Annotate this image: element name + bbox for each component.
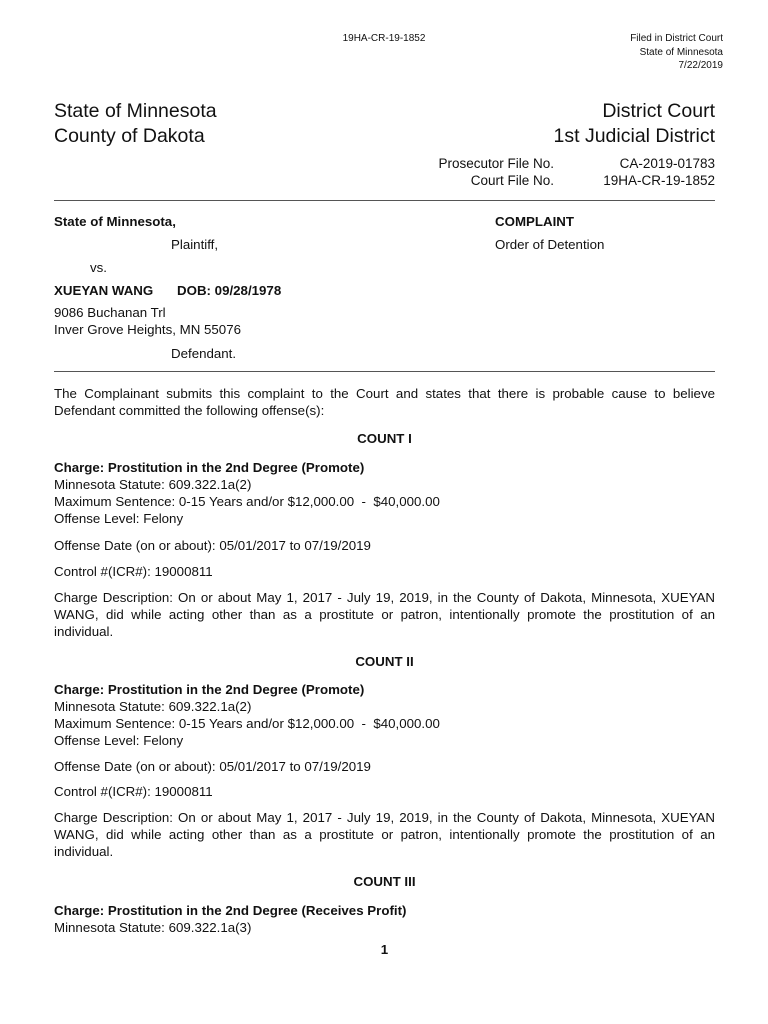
count-3-title: COUNT III xyxy=(353,874,416,889)
count-1-description: Charge Description: On or about May 1, 2017 - July 19, 2019, in the County of Dakota, Minnesota, XUEYAN WANG, did while acting other than as a prostitute or patron, intentionally promote the prostitution of an individual. xyxy=(54,590,715,639)
court-heading-row2 xyxy=(54,124,715,149)
page-number: 1 xyxy=(380,942,389,957)
state-name: State of Minnesota xyxy=(54,100,217,122)
prosecutor-file-number: CA-2019-01783 xyxy=(619,156,715,171)
filed-date: 7/22/2019 xyxy=(678,60,723,71)
document-type: COMPLAINT xyxy=(495,214,575,229)
court-file-label: Court File No. xyxy=(470,173,554,188)
plaintiff-name: State of Minnesota, xyxy=(54,214,176,229)
count-1-offense-level: Offense Level: Felony xyxy=(54,511,184,526)
defendant-dob: DOB: 09/28/1978 xyxy=(177,283,282,298)
court-name: District Court xyxy=(602,100,715,122)
count-1-control: Control #(ICR#): 19000811 xyxy=(54,564,213,579)
filed-line2: State of Minnesota xyxy=(639,46,723,58)
defendant-address-line1: 9086 Buchanan Trl xyxy=(54,305,166,320)
count-1-offense-date: Offense Date (on or about): 05/01/2017 to 07/19/2019 xyxy=(54,538,371,553)
count-1-charge: Charge: Prostitution in the 2nd Degree (Promote) xyxy=(54,460,365,475)
count-1-title: COUNT I xyxy=(357,431,412,446)
count-2-offense-level: Offense Level: Felony xyxy=(54,733,184,748)
versus-label: vs. xyxy=(90,260,107,275)
divider-top xyxy=(54,200,715,201)
count-1-max-sentence: Maximum Sentence: 0-15 Years and/or $12,000.00 - $40,000.00 xyxy=(54,494,440,509)
intro-paragraph: The Complainant submits this complaint to the Court and states that there is probable cause to believe Defendant committed the following offense(s): xyxy=(54,386,715,418)
case-number-header: 19HA-CR-19-1852 xyxy=(342,33,426,44)
defendant-address-line2: Inver Grove Heights, MN 55076 xyxy=(54,322,241,337)
filed-stamp xyxy=(630,32,723,73)
county-name: County of Dakota xyxy=(54,125,205,147)
count-2-offense-date: Offense Date (on or about): 05/01/2017 to 07/19/2019 xyxy=(54,759,371,774)
filed-line1: Filed in District Court xyxy=(630,33,723,44)
defendant-role: Defendant. xyxy=(171,346,237,361)
count-2-control: Control #(ICR#): 19000811 xyxy=(54,784,213,799)
divider-caption xyxy=(54,371,715,372)
count-2-max-sentence: Maximum Sentence: 0-15 Years and/or $12,000.00 - $40,000.00 xyxy=(54,716,440,731)
court-heading-row1 xyxy=(54,99,715,124)
prosecutor-file-label: Prosecutor File No. xyxy=(438,156,554,171)
count-2-description: Charge Description: On or about May 1, 2017 - July 19, 2019, in the County of Dakota, Minnesota, XUEYAN WANG, did while acting other than as a prostitute or patron, intentionally promote the prostitution of an individual. xyxy=(54,810,715,859)
plaintiff-role: Plaintiff, xyxy=(171,237,219,252)
count-3-charge: Charge: Prostitution in the 2nd Degree (Receives Profit) xyxy=(54,903,407,918)
count-2-title: COUNT II xyxy=(355,654,414,669)
judicial-district: 1st Judicial District xyxy=(553,125,715,147)
count-1-statute: Minnesota Statute: 609.322.1a(2) xyxy=(54,477,252,492)
document-subtype: Order of Detention xyxy=(495,237,605,252)
court-file-number: 19HA-CR-19-1852 xyxy=(603,173,715,188)
defendant-name: XUEYAN WANG xyxy=(54,283,154,298)
count-3-statute: Minnesota Statute: 609.322.1a(3) xyxy=(54,920,252,935)
count-2-statute: Minnesota Statute: 609.322.1a(2) xyxy=(54,699,252,714)
count-2-charge: Charge: Prostitution in the 2nd Degree (Promote) xyxy=(54,682,365,697)
